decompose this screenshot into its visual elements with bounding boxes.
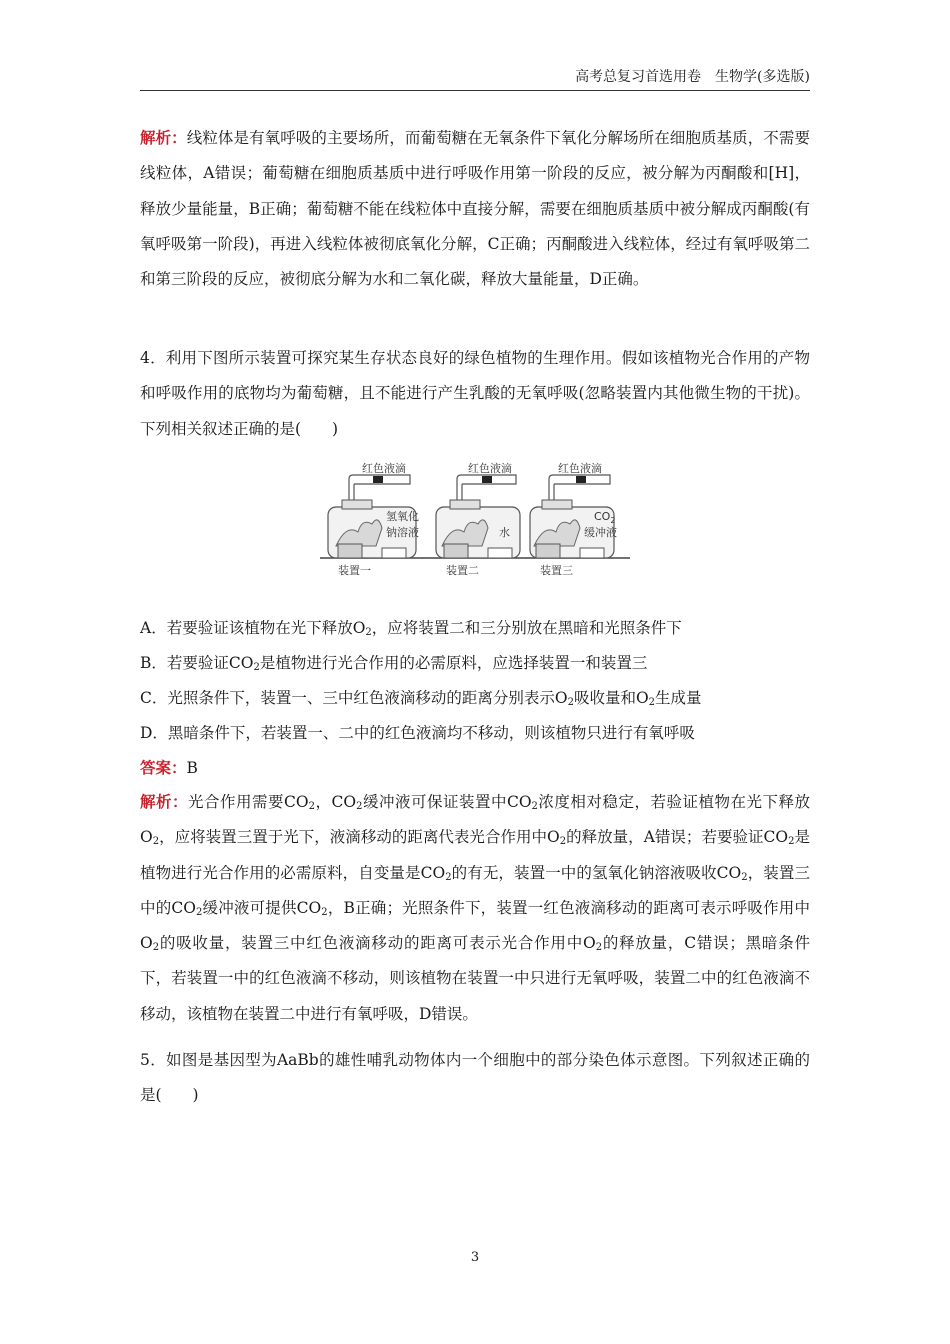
device-1-label: 装置一 bbox=[338, 564, 371, 577]
answer-label: 答案： bbox=[140, 758, 187, 777]
droplet-label-3: 红色液滴 bbox=[558, 462, 602, 475]
apparatus-diagram bbox=[318, 462, 632, 580]
question-5-text: 5．如图是基因型为AaBb的雄性哺乳动物体内一个细胞中的部分染色体示意图。下列叙述正确的是( ) bbox=[140, 1051, 810, 1105]
analysis-2-label: 解析： bbox=[140, 792, 189, 811]
option-b: B．若要验证$CO_2$是植物进行光合作用的必需原料，应选择装置一和装置三 bbox=[140, 654, 648, 673]
page-header bbox=[140, 66, 810, 91]
device-1-solution-line2: 钠溶液 bbox=[386, 526, 419, 539]
page-number: 3 bbox=[470, 1250, 480, 1265]
device-1-solution-line1: 氢氧化 bbox=[386, 510, 419, 523]
analysis-paragraph-1 bbox=[140, 120, 810, 297]
device-2-solution: 水 bbox=[499, 526, 510, 539]
analysis-text: 线粒体是有氧呼吸的主要场所，而葡萄糖在无氧条件下氧化分解场所在细胞质基质，不需要线粒体，A错误；葡萄糖在细胞质基质中进行呼吸作用第一阶段的反应，被分解为丙酮酸和[H]，释放少量能量，B正确；葡萄糖不能在线粒体中直接分解，需要在细胞质基质中被分解成丙酮酸(有氧呼吸第一阶段)，再进入线粒体被彻底氧化分解，C正确；丙酮酸进入线粒体，经过有氧呼吸第二和第三阶段的反应，被彻底分解为水和二氧化碳，释放大量能量，D正确。 bbox=[140, 129, 810, 289]
option-a: A．若要验证该植物在光下释放$O_2$，应将装置二和三分别放在黑暗和光照条件下 bbox=[140, 619, 682, 638]
question-4-text: 4．利用下图所示装置可探究某生存状态良好的绿色植物的生理作用。假如该植物光合作用的产物和呼吸作用的底物均为葡萄糖，且不能进行产生乳酸的无氧呼吸(忽略装置内其他微生物的干扰)。下列相关叙述正确的是( ) bbox=[140, 349, 810, 438]
device-3-label: 装置三 bbox=[540, 564, 573, 577]
answer-line bbox=[140, 756, 810, 780]
device-2 bbox=[436, 462, 520, 577]
droplet-label-2: 红色液滴 bbox=[468, 462, 512, 475]
analysis-label: 解析： bbox=[140, 128, 187, 147]
question-4 bbox=[140, 341, 810, 447]
device-2-label: 装置二 bbox=[446, 564, 479, 577]
option-d: D．黑暗条件下，若装置一、二中的红色液滴均不移动，则该植物只进行有氧呼吸 bbox=[140, 724, 695, 742]
device-3-solution-line2: 缓冲液 bbox=[584, 526, 617, 539]
answer-value: B bbox=[186, 759, 198, 777]
header-title: 高考总复习首选用卷 生物学(多选版) bbox=[575, 69, 810, 85]
device-3-solution-line1: $CO_2$ bbox=[594, 510, 616, 525]
analysis-paragraph-2: 解析：光合作用需要$CO_2$，$CO_2$缓冲液可保证装置中$CO_2$浓度相对稳定，若验证植物在光下释放$O_2$，应将装置三置于光下，液滴移动的距离代表光合作用中$O_2$的释放量，A错误；若要验证$CO_2$是植物进行光合作用的必需原料，自变量是$CO_2$的有无，装置一中的氢氧化钠溶液吸收$CO_2$，装置三中的$CO_2$缓冲液可提供$CO_2$，B正确；光照条件下，装置一红色液滴移动的距离可表示呼吸作用中$O_2$的吸收量，装置三中红色液滴移动的距离可表示光合作用中$O_2$的释放量，C错误；黑暗条件下，若装置一中的红色液滴不移动，则该植物在装置一中只进行无氧呼吸，装置二中的红色液滴不移动，该植物在装置二中进行有氧呼吸，D错误。 bbox=[140, 792, 810, 1023]
droplet-label-1: 红色液滴 bbox=[362, 462, 406, 475]
device-3 bbox=[530, 462, 617, 577]
experiment-figure bbox=[318, 462, 632, 580]
device-1 bbox=[328, 462, 419, 577]
option-c: C．光照条件下，装置一、三中红色液滴移动的距离分别表示$O_2$吸收量和$O_2$生成量 bbox=[140, 689, 702, 708]
question-5 bbox=[140, 1043, 810, 1114]
